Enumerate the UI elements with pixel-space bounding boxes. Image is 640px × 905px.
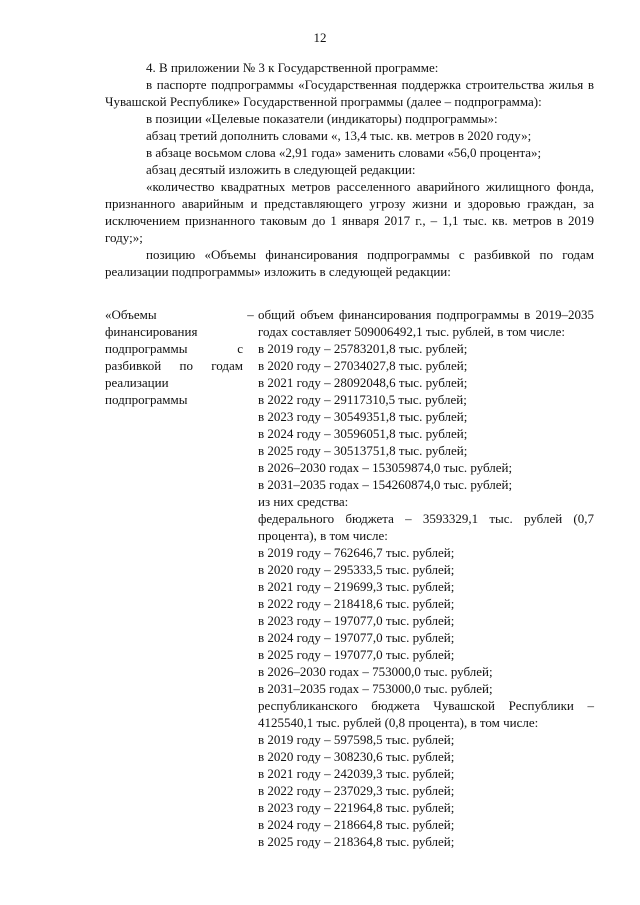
federal-year-line: в 2025 году – 197077,0 тыс. рублей; [258,647,455,662]
federal-year-line: в 2020 году – 295333,5 тыс. рублей; [258,562,455,577]
of-them-label: из них средства: [258,494,349,509]
paragraph: позицию «Объемы финансирования подпрограммы с разбивкой по годам реализации подпрограммы» изложить в следующей редакции: [105,247,594,279]
republic-year-line: в 2021 году – 242039,3 тыс. рублей; [258,766,455,781]
federal-budget-intro: федерального бюджета – 3593329,1 тыс. рублей (0,7 процента), в том числе: [258,511,594,543]
paragraph: в позиции «Целевые показатели (индикаторы) подпрограммы»: [146,111,498,126]
republic-year-line: в 2024 году – 218664,8 тыс. рублей; [258,817,455,832]
federal-year-line: в 2023 году – 197077,0 тыс. рублей; [258,613,455,628]
republic-year-line: в 2020 году – 308230,6 тыс. рублей; [258,749,455,764]
federal-year-line: в 2022 году – 218418,6 тыс. рублей; [258,596,455,611]
federal-year-line: в 2024 году – 197077,0 тыс. рублей; [258,630,455,645]
republic-year-line: в 2023 году – 221964,8 тыс. рублей; [258,800,455,815]
republic-year-line: в 2025 году – 218364,8 тыс. рублей; [258,834,455,849]
paragraph: в паспорте подпрограммы «Государственная поддержка строительства жилья в Чувашской Республике» Государственной программы (далее – подпрограмма): [105,77,594,109]
paragraph: 4. В приложении № 3 к Государственной программе: [146,60,439,75]
republic-year-line: в 2019 году – 597598,5 тыс. рублей; [258,732,455,747]
paragraph: «количество квадратных метров расселенного аварийного жилищного фонда, признанного аварийным и представляющего угрозу жизни и здоровью граждан, за исключением признанного таковым до 1 января 2017 г., – 1,1 тыс. кв. метров в 2019 году;»; [105,179,594,245]
financing-details-cell [258,306,594,850]
position-name-cell: «Объемы финансирования подпрограммы с разбивкой по годам реализации подпрограммы [105,307,243,407]
page-number: 12 [313,30,327,45]
financing-table [105,306,594,850]
federal-year-line: в 2026–2030 годах – 753000,0 тыс. рублей; [258,664,493,679]
total-year-line: в 2019 году – 25783201,8 тыс. рублей; [258,341,468,356]
total-year-line: в 2024 году – 30596051,8 тыс. рублей; [258,426,468,441]
republic-year-line: в 2022 году – 237029,3 тыс. рублей; [258,783,455,798]
total-year-line: в 2020 году – 27034027,8 тыс. рублей; [258,358,468,373]
total-year-line: в 2023 году – 30549351,8 тыс. рублей; [258,409,468,424]
dash-separator: – [247,307,254,322]
total-year-line: в 2022 году – 29117310,5 тыс. рублей; [258,392,467,407]
federal-year-line: в 2031–2035 годах – 753000,0 тыс. рублей; [258,681,493,696]
total-financing-intro: общий объем финансирования подпрограммы в 2019–2035 годах составляет 509006492,1 тыс. рублей, в том числе: [258,307,594,339]
republic-budget-intro: республиканского бюджета Чувашской Республики – 4125540,1 тыс. рублей (0,8 процента), в том числе: [258,698,594,730]
paragraph: абзац третий дополнить словами «, 13,4 тыс. кв. метров в 2020 году»; [146,128,532,143]
paragraph: абзац десятый изложить в следующей редакции: [146,162,416,177]
financing-row [105,306,594,850]
federal-year-line: в 2019 году – 762646,7 тыс. рублей; [258,545,455,560]
document-body [105,59,594,280]
total-year-line: в 2031–2035 годах – 154260874,0 тыс. рублей; [258,477,513,492]
total-year-line: в 2025 году – 30513751,8 тыс. рублей; [258,443,468,458]
paragraph: в абзаце восьмом слова «2,91 года» заменить словами «56,0 процента»; [146,145,542,160]
total-year-line: в 2026–2030 годах – 153059874,0 тыс. рублей; [258,460,513,475]
total-year-line: в 2021 году – 28092048,6 тыс. рублей; [258,375,468,390]
federal-year-line: в 2021 году – 219699,3 тыс. рублей; [258,579,455,594]
